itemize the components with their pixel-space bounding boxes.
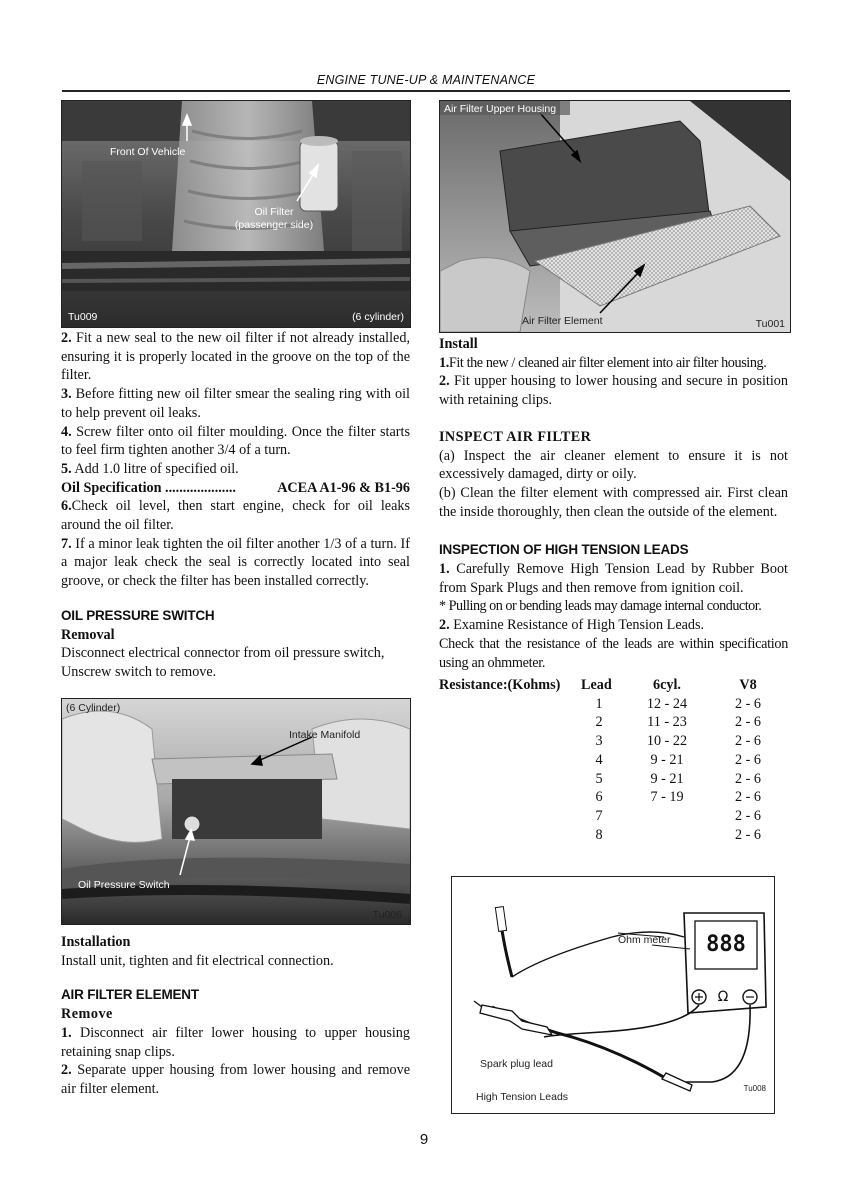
step-2: 2. Fit a new seal to the new oil filter if not already installed, ensuring it is properly located in the groove on the top of the filter. bbox=[61, 330, 410, 384]
step-3: 3. Before fitting new oil filter smear the sealing ring with oil to help prevent oil leaks. bbox=[61, 386, 410, 421]
table-row: 5 9 - 21 2 - 6 bbox=[595, 770, 761, 787]
table-row: 3 10 - 22 2 - 6 bbox=[595, 733, 761, 750]
col-lead: Lead bbox=[581, 677, 612, 693]
running-header: ENGINE TUNE-UP & MAINTENANCE bbox=[316, 73, 536, 87]
oil-pressure-switch-heading: OIL PRESSURE SWITCH bbox=[61, 607, 215, 623]
step-4: 4. Screw filter onto oil filter moulding. Once the filter starts to feel firm tighten another 3/4 of a turn. bbox=[61, 423, 410, 459]
ht-check: Check that the resistance of the leads are within specification using an ohmmeter. bbox=[439, 635, 788, 671]
label-spark-plug-lead: Spark plug lead bbox=[480, 1058, 553, 1070]
table-row: 4 9 - 21 2 - 6 bbox=[595, 751, 761, 768]
inspect-a: (a) Inspect the air cleaner element to ensure it is not excessively damaged, dirty or oily. bbox=[439, 447, 788, 483]
figure-code: Tu006 bbox=[372, 909, 402, 921]
remove-subheading: Remove bbox=[61, 1006, 113, 1023]
figure-code: Tu001 bbox=[755, 318, 785, 330]
table-row: 2 11 - 23 2 - 6 bbox=[595, 714, 761, 731]
resistance-label: Resistance:(Kohms) bbox=[439, 677, 561, 693]
left-column-bottom bbox=[61, 933, 410, 1099]
label-air-filter-upper-housing: Air Filter Upper Housing bbox=[444, 103, 557, 115]
table-header-row bbox=[439, 676, 779, 695]
figure-code: Tu008 bbox=[743, 1084, 766, 1093]
ohm-meter-diagram bbox=[451, 876, 775, 1114]
removal-subheading: Removal bbox=[61, 626, 115, 643]
page-number: 9 bbox=[419, 1131, 429, 1148]
install-step-2: 2. Fit upper housing to lower housing and secure in position with retaining clips. bbox=[439, 373, 788, 409]
label-high-tension-leads: High Tension Leads bbox=[476, 1091, 569, 1103]
label-ohm-meter: Ohm meter bbox=[618, 934, 671, 946]
high-tension-leads-heading: INSPECTION OF HIGH TENSION LEADS bbox=[439, 542, 689, 558]
remove-step-1: 1. Disconnect air filter lower housing to upper housing retaining snap clips. bbox=[61, 1024, 410, 1060]
meter-display: 888 bbox=[706, 932, 746, 957]
air-filter-element-heading: AIR FILTER ELEMENT bbox=[61, 987, 199, 1003]
ohm-symbol-icon: Ω bbox=[717, 989, 729, 1005]
air-filter-photo bbox=[439, 100, 791, 333]
oil-specification: Oil Specification .................... ACEA A1-96 & B1-96 bbox=[61, 479, 410, 496]
install-step-1: 1.Fit the new / cleaned air filter element into air filter housing. bbox=[439, 354, 767, 371]
label-oil-pressure-switch: Oil Pressure Switch bbox=[78, 879, 170, 891]
installation-subheading: Installation bbox=[61, 934, 131, 950]
ht-step-1: 1. Carefully Remove High Tension Lead by Rubber Boot from Spark Plugs and then remove from ignition coil. bbox=[439, 561, 788, 596]
table-row: 8 2 - 6 bbox=[595, 826, 761, 843]
label-oil-filter: Oil Filter bbox=[254, 206, 294, 218]
col-6cyl: 6cyl. bbox=[653, 677, 681, 693]
label-front-of-vehicle: Front Of Vehicle bbox=[110, 146, 186, 158]
installation-text: Install unit, tighten and fit electrical connection. bbox=[61, 952, 334, 969]
label-air-filter-element: Air Filter Element bbox=[522, 315, 603, 327]
step-6: 6.Check oil level, then start engine, check for oil leaks around the oil filter. bbox=[61, 498, 410, 534]
inspect-b: (b) Clean the filter element with compressed air. First clean the inside thoroughly, then clean the outside of the element. bbox=[439, 484, 788, 520]
oil-filter-photo bbox=[61, 100, 411, 328]
step-5: 5. Add 1.0 litre of specified oil. bbox=[61, 460, 239, 477]
right-column bbox=[439, 335, 788, 672]
label-passenger-side: (passenger side) bbox=[234, 219, 314, 231]
remove-step-2: 2. Separate upper housing from lower housing and remove air filter element. bbox=[61, 1062, 410, 1097]
ht-note: * Pulling on or bending leads may damage internal conductor. bbox=[439, 598, 762, 615]
step-7: 7. If a minor leak tighten the oil filter another 1/3 of a turn. If a major leak check the seal is correctly located into seal groove, or check the filter has been installed correctly. bbox=[61, 535, 410, 590]
resistance-table bbox=[439, 676, 779, 844]
label-intake-manifold: Intake Manifold bbox=[289, 729, 361, 741]
figure-note: (6 cylinder) bbox=[352, 311, 404, 323]
table-row: 7 2 - 6 bbox=[595, 807, 761, 824]
figure-note: (6 Cylinder) bbox=[66, 702, 121, 714]
oil-pressure-switch-photo bbox=[61, 698, 411, 925]
ht-step-2: 2. Examine Resistance of High Tension Leads. bbox=[439, 617, 705, 634]
header-rule bbox=[62, 90, 790, 92]
removal-text: Disconnect electrical connector from oil pressure switch, Unscrew switch to remove. bbox=[61, 645, 385, 680]
col-v8: V8 bbox=[739, 677, 757, 693]
left-column-top bbox=[61, 329, 410, 682]
install-subheading: Install bbox=[439, 336, 478, 352]
inspect-air-filter-heading: INSPECT AIR FILTER bbox=[439, 428, 592, 445]
table-row: 1 12 - 24 2 - 6 bbox=[595, 695, 761, 712]
table-row: 6 7 - 19 2 - 6 bbox=[595, 789, 761, 806]
figure-code: Tu009 bbox=[68, 311, 98, 323]
